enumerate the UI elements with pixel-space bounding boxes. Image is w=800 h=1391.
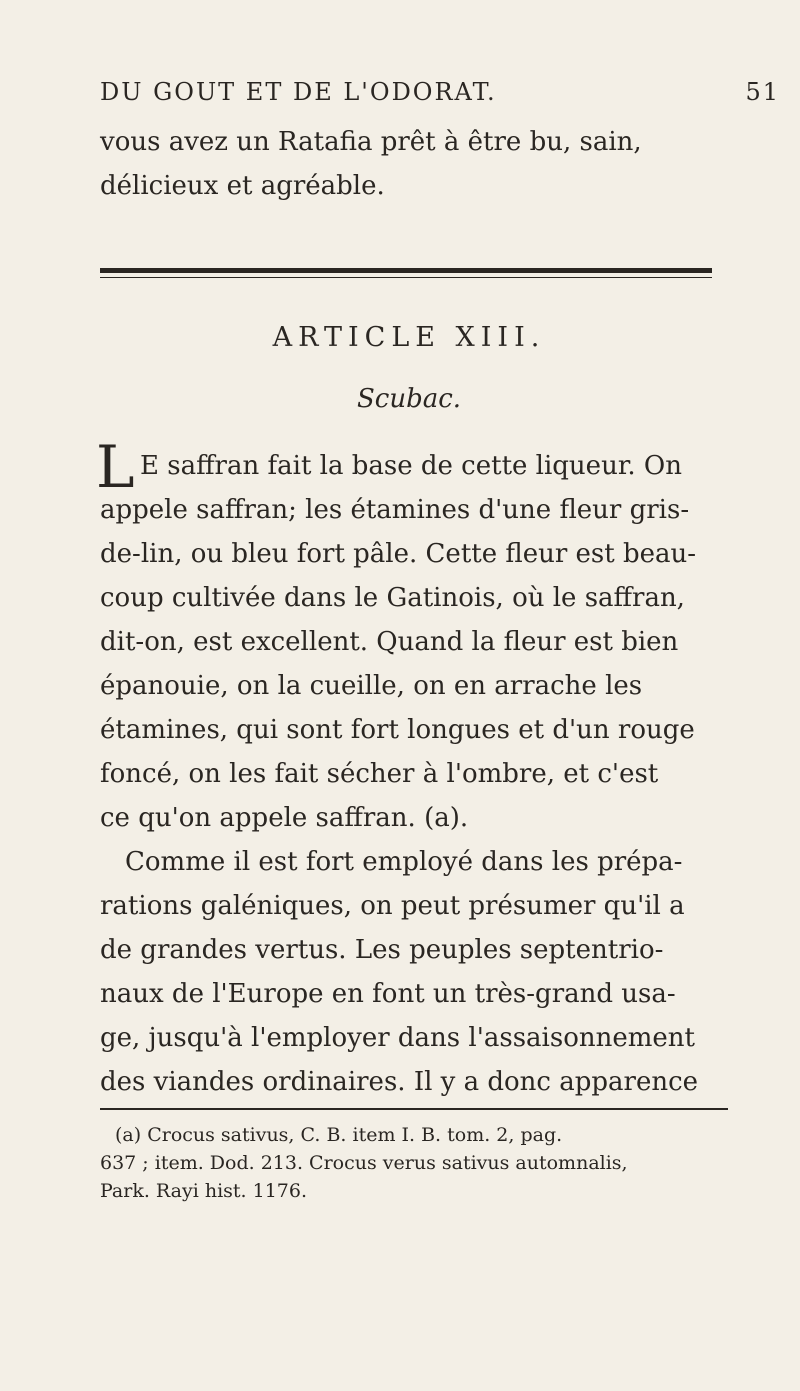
running-head-title: DU GOUT ET DE L'ODORAT. bbox=[100, 78, 497, 106]
page-number: 51 bbox=[745, 78, 780, 106]
body-line: rations galéniques, on peut présumer qu'il a bbox=[100, 891, 685, 921]
section-rule-thick bbox=[100, 268, 712, 273]
footnote-line-2: 637 ; item. Dod. 213. Crocus verus sativus automnalis, bbox=[100, 1152, 628, 1174]
body-line: ce qu'on appele saffran. (a). bbox=[100, 803, 469, 833]
body-line: dit-on, est excellent. Quand la fleur est bien bbox=[100, 627, 679, 657]
article-subheading: Scubac. bbox=[356, 384, 462, 414]
body-line: de-lin, ou bleu fort pâle. Cette fleur est beau- bbox=[100, 539, 697, 569]
body-line: ge, jusqu'à l'employer dans l'assaisonnement bbox=[100, 1023, 695, 1053]
body-line: naux de l'Europe en font un très-grand usa- bbox=[100, 979, 676, 1009]
footnote-line-1: (a) Crocus sativus, C. B. item I. B. tom. 2, pag. bbox=[115, 1124, 563, 1146]
intro-line-2: délicieux et agréable. bbox=[100, 171, 385, 201]
article-heading: ARTICLE XIII. bbox=[272, 322, 546, 353]
body-line: épanouie, on la cueille, on en arrache les bbox=[100, 671, 643, 701]
body-line: foncé, on les fait sécher à l'ombre, et c'est bbox=[100, 759, 659, 789]
body-line-indented: Comme il est fort employé dans les prépa- bbox=[125, 847, 683, 877]
footnote-line-3: Park. Rayi hist. 1176. bbox=[100, 1180, 308, 1202]
section-rule-thin bbox=[100, 277, 712, 278]
body-line-first: E saffran fait la base de cette liqueur. On bbox=[140, 451, 682, 481]
body-line: étamines, qui sont fort longues et d'un rouge bbox=[100, 715, 695, 745]
body-line: des viandes ordinaires. Il y a donc apparence bbox=[100, 1067, 699, 1097]
body-line: appele saffran; les étamines d'une fleur gris- bbox=[100, 495, 690, 525]
intro-line-1: vous avez un Ratafia prêt à être bu, sain, bbox=[100, 127, 642, 157]
body-line: coup cultivée dans le Gatinois, où le saffran, bbox=[100, 583, 685, 613]
body-line: de grandes vertus. Les peuples septentrio- bbox=[100, 935, 664, 965]
running-head bbox=[100, 78, 780, 118]
footnote-rule bbox=[100, 1108, 728, 1110]
drop-cap: L bbox=[96, 433, 135, 501]
